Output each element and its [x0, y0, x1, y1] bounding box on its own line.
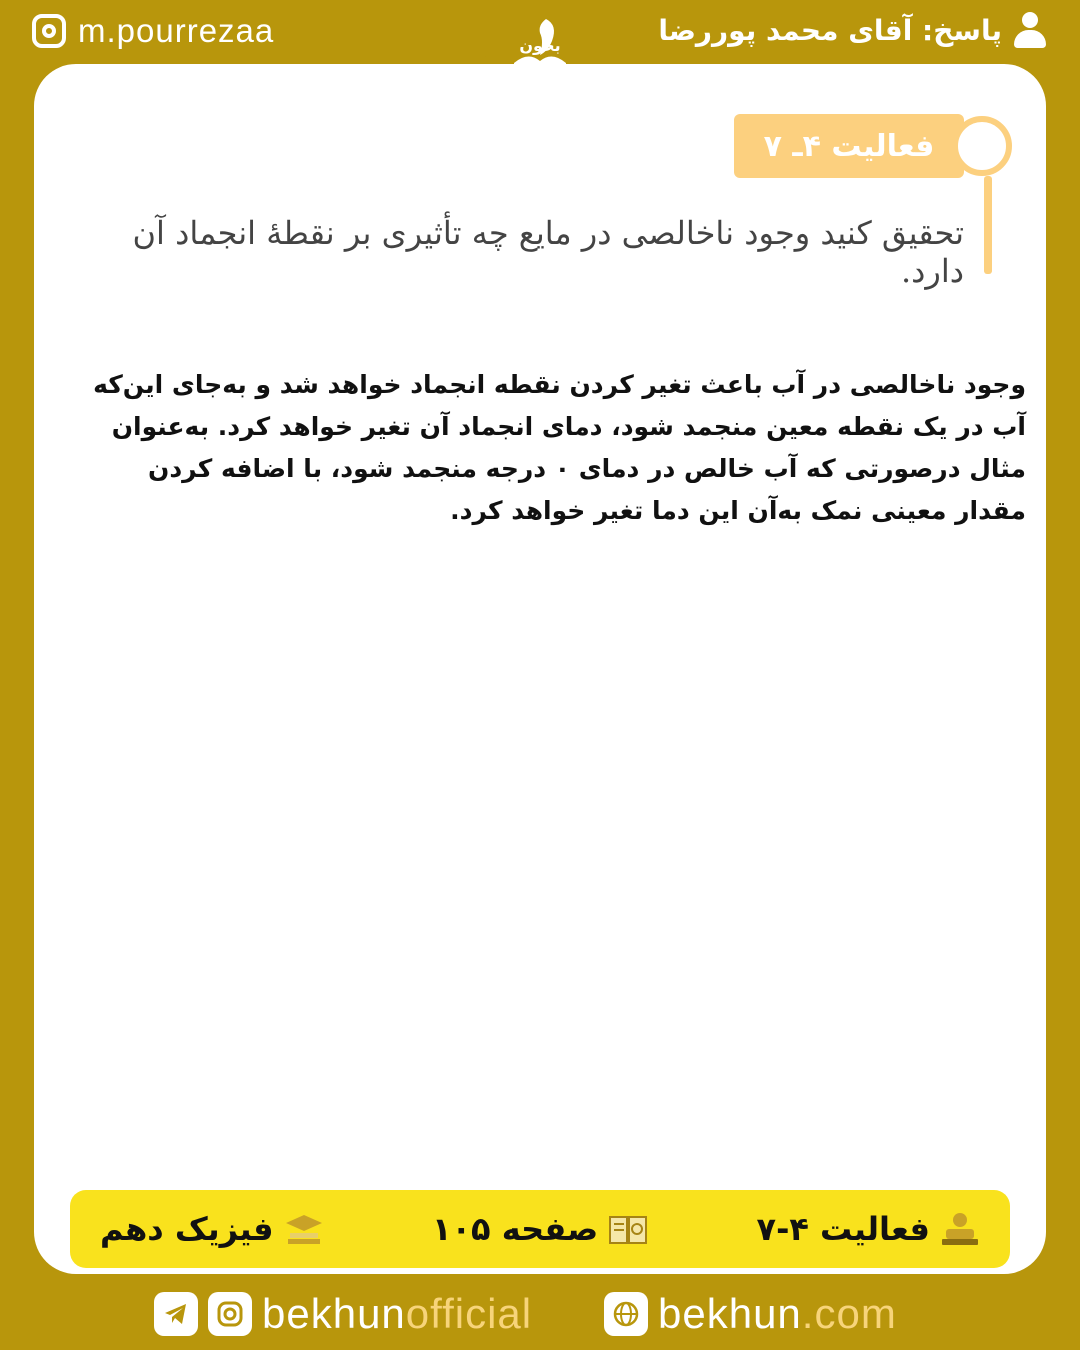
- social-handle-prefix: bekhun: [262, 1290, 406, 1337]
- social-handle[interactable]: [262, 1290, 532, 1338]
- website-link[interactable]: [604, 1290, 897, 1338]
- website-url[interactable]: [658, 1290, 897, 1338]
- book-icon: [608, 1211, 648, 1247]
- teacher-icon: [940, 1211, 980, 1247]
- telegram-icon[interactable]: [154, 1292, 198, 1336]
- social-handle-suffix: official: [405, 1290, 533, 1337]
- badge-stem: [984, 176, 992, 274]
- info-page-text: صفحه ۱۰۵: [431, 1210, 599, 1248]
- info-activity: [757, 1210, 980, 1248]
- info-subject-text: فیزیک دهم: [100, 1210, 274, 1248]
- instagram-handle-text: m.pourrezaa: [78, 12, 275, 49]
- info-activity-text: فعالیت ۴-۷: [756, 1210, 930, 1248]
- activity-badge-text: فعالیت ۴ـ ۷: [763, 128, 935, 164]
- answer-author-text: پاسخ: آقای محمد پوررضا: [658, 13, 1002, 47]
- content-card: [34, 64, 1046, 1274]
- social-links[interactable]: [154, 1290, 532, 1338]
- user-icon: [1014, 12, 1046, 48]
- activity-badge: [734, 114, 964, 178]
- website-url-suffix: .com: [801, 1290, 897, 1337]
- info-subject: [100, 1210, 324, 1248]
- answer-text: وجود ناخالصی در آب باعث تغیر کردن نقطه انجماد خواهد شد و به‌جای این‌که آب در یک نقطه معین منجمد شود، دمای انجماد آن تغیر خواهد کرد. به‌عنوان مثال درصورتی که آب خالص در دمای ۰ درجه منجمد شود، با اضافه کردن مقدار معینی نمک به‌آن این دما تغیر خواهد کرد.: [93, 370, 1026, 525]
- answer-author: [658, 12, 1046, 48]
- logo-text: بخون: [519, 36, 561, 55]
- question-text: تحقیق کنید وجود ناخالصی در مایع چه تأثیری بر نقطهٔ انجماد آن دارد.: [132, 214, 964, 290]
- instagram-footer-icon[interactable]: [208, 1292, 252, 1336]
- globe-icon: [604, 1292, 648, 1336]
- footer: [0, 1290, 1080, 1344]
- website-url-prefix: bekhun: [658, 1290, 802, 1337]
- badge-circle: [952, 116, 1012, 176]
- graduation-cap-icon: [284, 1211, 324, 1247]
- info-page: [432, 1210, 648, 1248]
- info-bar: [70, 1190, 1010, 1268]
- instagram-icon: [32, 14, 66, 48]
- instagram-handle[interactable]: [32, 12, 274, 50]
